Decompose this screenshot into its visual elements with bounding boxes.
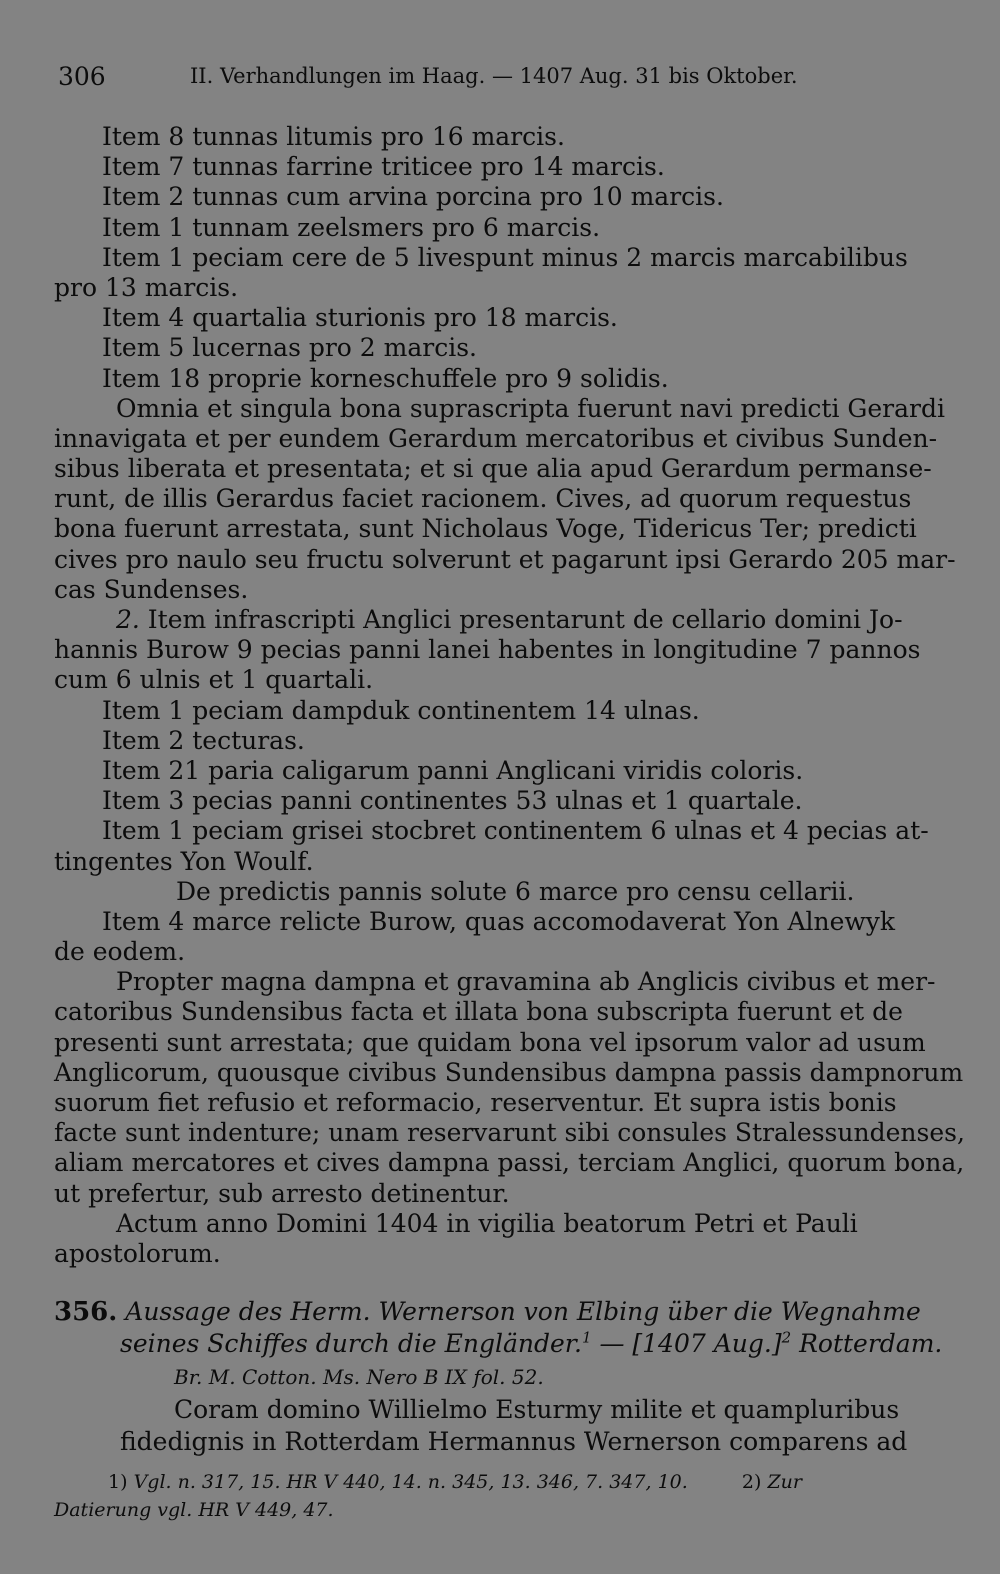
text-line [54,605,944,635]
body-text [54,122,965,1269]
text-line: innavigata et per eundem Gerardum mercatoribus et civibus Sunden- [54,423,938,453]
section-heading-line-1 [54,1296,944,1328]
text-line: Omnia et singula bona suprascripta fuerunt navi predicti Gerardi [116,393,945,423]
text-line: Item 18 proprie korneschuffele pro 9 solidis. [102,363,669,393]
text-line: Item 3 pecias panni continentes 53 ulnas et 1 quartale. [102,786,803,816]
text-line: Item 2 tecturas. [102,725,305,755]
text-line: pro 13 marcis. [54,272,239,302]
text-line: suorum fiet refusio et reformacio, reserventur. Et supra istis bonis [54,1088,897,1117]
source-reference: Br. M. Cotton. Ms. Nero B IX fol. 52. [174,1365,544,1389]
text-line: De predictis pannis solute 6 marce pro censu cellarii. [176,876,855,906]
text-line: tingentes Yon Woulf. [54,846,314,876]
footnote-mark: 1 [581,1328,592,1347]
text-line: apostolorum. [54,1238,221,1268]
section-title: Aussage des Herm. Wernerson von Elbing über die Wegnahme [125,1297,921,1326]
item-number: 2. [116,605,140,634]
footnote-number: 1) [108,1471,128,1493]
text-line: presenti sunt arrestata; que quidam bona vel ipsorum valor ad usum [54,1027,926,1057]
text-line: cum 6 ulnis et 1 quartali. [54,665,374,695]
text-line: hannis Burow 9 pecias panni lanei habentes in longitudine 7 pannos [54,635,921,665]
text-line: de eodem. [54,937,186,967]
text-line: sibus liberata et presentata; et si que alia apud Gerardum permanse- [54,454,932,484]
text-line: Item 1 peciam cere de 5 livespunt minus 2 marcis marcabilibus [102,242,908,272]
section-place: Rotterdam. [791,1329,943,1358]
text-fragment: Item infrascripti Anglici presentarunt de cellario domini Jo- [139,605,903,634]
text-line: Actum anno Domini 1404 in vigilia beatorum Petri et Pauli [116,1208,858,1238]
text-line: bona fuerunt arrestata, sunt Nicholaus Voge, Tidericus Ter; predicti [54,514,917,544]
text-line: Coram domino Willielmo Esturmy milite et quampluribus [174,1395,900,1424]
footnote-text: Zur [767,1471,802,1493]
running-title: II. Verhandlungen im Haag. — 1407 Aug. 31 bis Oktober. [190,64,798,88]
text-line: Item 5 lucernas pro 2 marcis. [102,333,477,363]
footnotes [54,1468,944,1524]
text-line: Item 1 peciam dampduk continentem 14 ulnas. [102,695,700,725]
text-line: facte sunt indenture; unam reservarunt sibi consules Stralessundenses, [54,1118,965,1148]
text-line: ut prefertur, sub arresto detinentur. [54,1178,510,1208]
footnote-mark: 2 [781,1328,792,1347]
text-line: Item 21 paria caligarum panni Anglicani viridis coloris. [102,755,804,785]
text-line: cives pro naulo seu fructu solverunt et pagarunt ipsi Gerardo 205 mar- [54,544,956,574]
footnote-line: Datierung vgl. HR V 449, 47. [54,1499,334,1521]
section-body [54,1394,944,1458]
text-line: Item 7 tunnas farrine triticee pro 14 marcis. [102,152,665,182]
text-line: Item 1 tunnam zeelsmers pro 6 marcis. [102,212,601,242]
text-line: Item 4 quartalia sturionis pro 18 marcis. [102,303,618,333]
footnote-number: 2) [741,1471,762,1493]
text-line: catoribus Sundensibus facta et illata bona subscripta fuerunt et de [54,997,903,1027]
text-line: Item 8 tunnas litumis pro 16 marcis. [102,122,565,151]
text-line: Anglicorum, quousque civibus Sundensibus dampna passis dampnorum [54,1057,964,1087]
section-title-cont: seines Schiffes durch die Engländer. [120,1329,582,1358]
text-line: runt, de illis Gerardus faciet racionem. Cives, ad quorum requestus [54,484,912,514]
footnote-text: Vgl. n. 317, 15. HR V 440, 14. n. 345, 13. 346, 7. 347, 10. [133,1471,688,1493]
section-number: 356. [54,1297,118,1327]
page-number: 306 [58,62,106,91]
text-line: fidedignis in Rotterdam Hermannus Wernerson comparens ad [120,1427,908,1456]
section-356 [54,1296,944,1458]
text-line: cas Sundenses. [54,574,249,604]
text-line: Item 1 peciam grisei stocbret continentem 6 ulnas et 4 pecias at- [102,816,929,846]
section-date: — [1407 Aug.] [591,1329,782,1358]
text-line: Propter magna dampna et gravamina ab Anglicis civibus et mer- [116,967,936,997]
text-line: Item 4 marce relicte Burow, quas accomodaverat Yon Alnewyk [102,906,896,936]
text-line: Item 2 tunnas cum arvina porcina pro 10 marcis. [102,182,724,212]
text-line: aliam mercatores et cives dampna passi, terciam Anglici, quorum bona, [54,1148,965,1178]
footnote-line [54,1468,944,1496]
section-heading-line-2 [54,1328,944,1360]
